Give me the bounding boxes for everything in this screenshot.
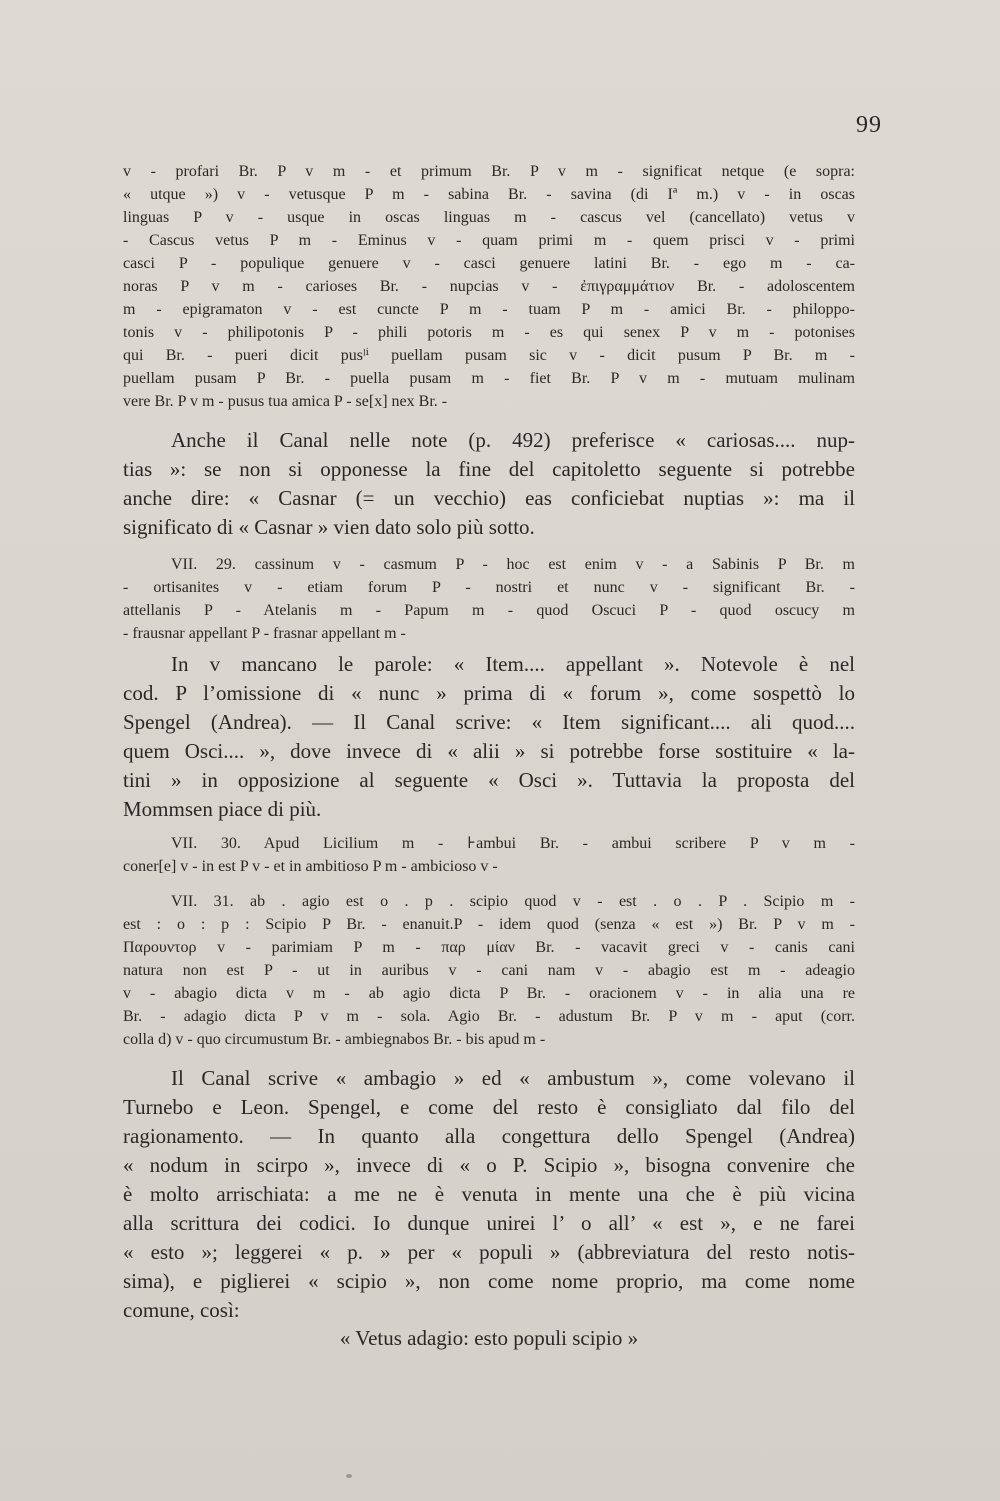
text-line: Anche il Canal nelle note (p. 492) preferisce « cariosas.... nup- <box>171 428 855 452</box>
text-line: m - epigramaton v - est cuncte P m - tuam P m - amici Br. - philoppo- <box>123 301 855 318</box>
text-line: In v mancano le parole: « Item.... appellant ». Notevole è nel <box>171 652 855 676</box>
commentary-paragraph <box>123 650 855 824</box>
text-line: significato di « Casnar » vien dato solo più sotto. <box>123 515 535 539</box>
text-line: è molto arrischiata: a me ne è venuta in mente una che è più vicina <box>123 1182 855 1206</box>
text-line: Br. - adagio dicta P v m - sola. Agio Br. - adustum Br. P v m - aput (corr. <box>123 1008 855 1025</box>
text-line: « utque ») v - vetusque P m - sabina Br. - savina (di Iª m.) v - in oscas <box>123 186 855 203</box>
variant-readings-block <box>123 160 855 413</box>
text-line: vere Br. P v m - pusus tua amica P - se[x] nex Br. - <box>123 393 448 410</box>
variant-readings-block <box>123 890 855 1051</box>
text-line: VII. 29. cassinum v - casmum P - hoc est enim v - a Sabinis P Br. m <box>171 556 855 573</box>
text-line: v - profari Br. P v m - et primum Br. P v m - significat netque (e sopra: <box>123 163 855 180</box>
paper-speck <box>346 1474 352 1478</box>
text-line: Spengel (Andrea). — Il Canal scrive: « Item significant.... ali quod.... <box>123 710 855 734</box>
page-number: 99 <box>856 112 882 138</box>
text-line: « esto »; leggerei « p. » per « populi » (abbreviatura del resto notis- <box>123 1240 855 1264</box>
text-line: est : o : p : Scipio P Br. - enanuit.P - idem quod (senza « est ») Br. P v m - <box>123 916 855 933</box>
text-line: tias »: se non si opponesse la fine del capitoletto seguente si potrebbe <box>123 457 855 481</box>
text-line: linguas P v - usque in oscas linguas m - cascus vel (cancellato) vetus v <box>123 209 855 226</box>
text-line: puellam pusam P Br. - puella pusam m - fiet Br. P v m - mutuam mulinam <box>123 370 855 387</box>
text-line: tini » in opposizione al seguente « Osci ». Tuttavia la proposta del <box>123 768 855 792</box>
text-line: quem Osci.... », dove invece di « alii » si potrebbe forse sostituire « la- <box>123 739 855 763</box>
text-line: comune, così: <box>123 1298 240 1322</box>
text-line: - Cascus vetus P m - Eminus v - quam primi m - quem prisci v - primi <box>123 232 855 249</box>
text-line: noras P v m - carioses Br. - nupcias v - ἐπιγραμμάτιον Br. - adoloscentem <box>123 278 855 295</box>
variant-readings-block <box>123 553 855 645</box>
text-line: colla d) v - quo circumustum Br. - ambiegnabos Br. - bis apud m - <box>123 1031 546 1048</box>
text-line: VII. 30. Apud Licilium m - ⊦ambui Br. - ambui scribere P v m - <box>171 835 855 852</box>
text-line: qui Br. - pueri dicit pusˡⁱ puellam pusam sic v - dicit pusum P Br. m - <box>123 347 855 364</box>
text-line: « nodum in scirpo », invece di « o P. Scipio », bisogna convenire che <box>123 1153 855 1177</box>
commentary-paragraph <box>123 1064 855 1325</box>
text-line: alla scrittura dei codici. Io dunque unirei l’ o all’ « est », e ne farei <box>123 1211 855 1235</box>
commentary-paragraph <box>123 426 855 542</box>
text-line: VII. 31. ab . agio est o . p . scipio quod v - est . o . P . Scipio m - <box>171 893 855 910</box>
text-line: Mommsen piace di più. <box>123 797 322 821</box>
variant-readings-block <box>123 832 855 878</box>
text-line: ragionamento. — In quanto alla congettura dello Spengel (Andrea) <box>123 1124 855 1148</box>
text-line: coner[e] v - in est P v - et in ambitioso P m - ambicioso v - <box>123 858 498 875</box>
text-line: sima), e piglierei « scipio », non come nome proprio, ma come nome <box>123 1269 855 1293</box>
text-line: anche dire: « Casnar (= un vecchio) eas conficiebat nuptias »: ma il <box>123 486 855 510</box>
text-line: Turnebo e Leon. Spengel, e come del resto è consigliato dal filo del <box>123 1095 855 1119</box>
text-line: casci P - populique genuere v - casci genuere latini Br. - ego m - ca- <box>123 255 855 272</box>
text-line: v - abagio dicta v m - ab agio dicta P Br. - oracionem v - in alia una re <box>123 985 855 1002</box>
text-line: tonis v - philipotonis P - phili potoris m - es qui senex P v m - potonises <box>123 324 855 341</box>
centered-quotation: « Vetus adagio: esto populi scipio » <box>339 1326 639 1350</box>
text-line: Il Canal scrive « ambagio » ed « ambustum », come volevano il <box>171 1066 855 1090</box>
text-line: attellanis P - Atelanis m - Papum m - quod Oscuci P - quod oscucy m <box>123 602 855 619</box>
text-line: Παρουντορ v - parimiam P m - παρ μίαν Br. - vacavit greci v - canis cani <box>123 939 855 956</box>
text-line: natura non est P - ut in auribus v - cani nam v - abagio est m - adeagio <box>123 962 855 979</box>
text-line: cod. P l’omissione di « nunc » prima di « forum », come sospettò lo <box>123 681 855 705</box>
text-line: - frausnar appellant P - frasnar appellant m - <box>123 625 406 642</box>
text-line: - ortisanites v - etiam forum P - nostri et nunc v - significant Br. - <box>123 579 855 596</box>
